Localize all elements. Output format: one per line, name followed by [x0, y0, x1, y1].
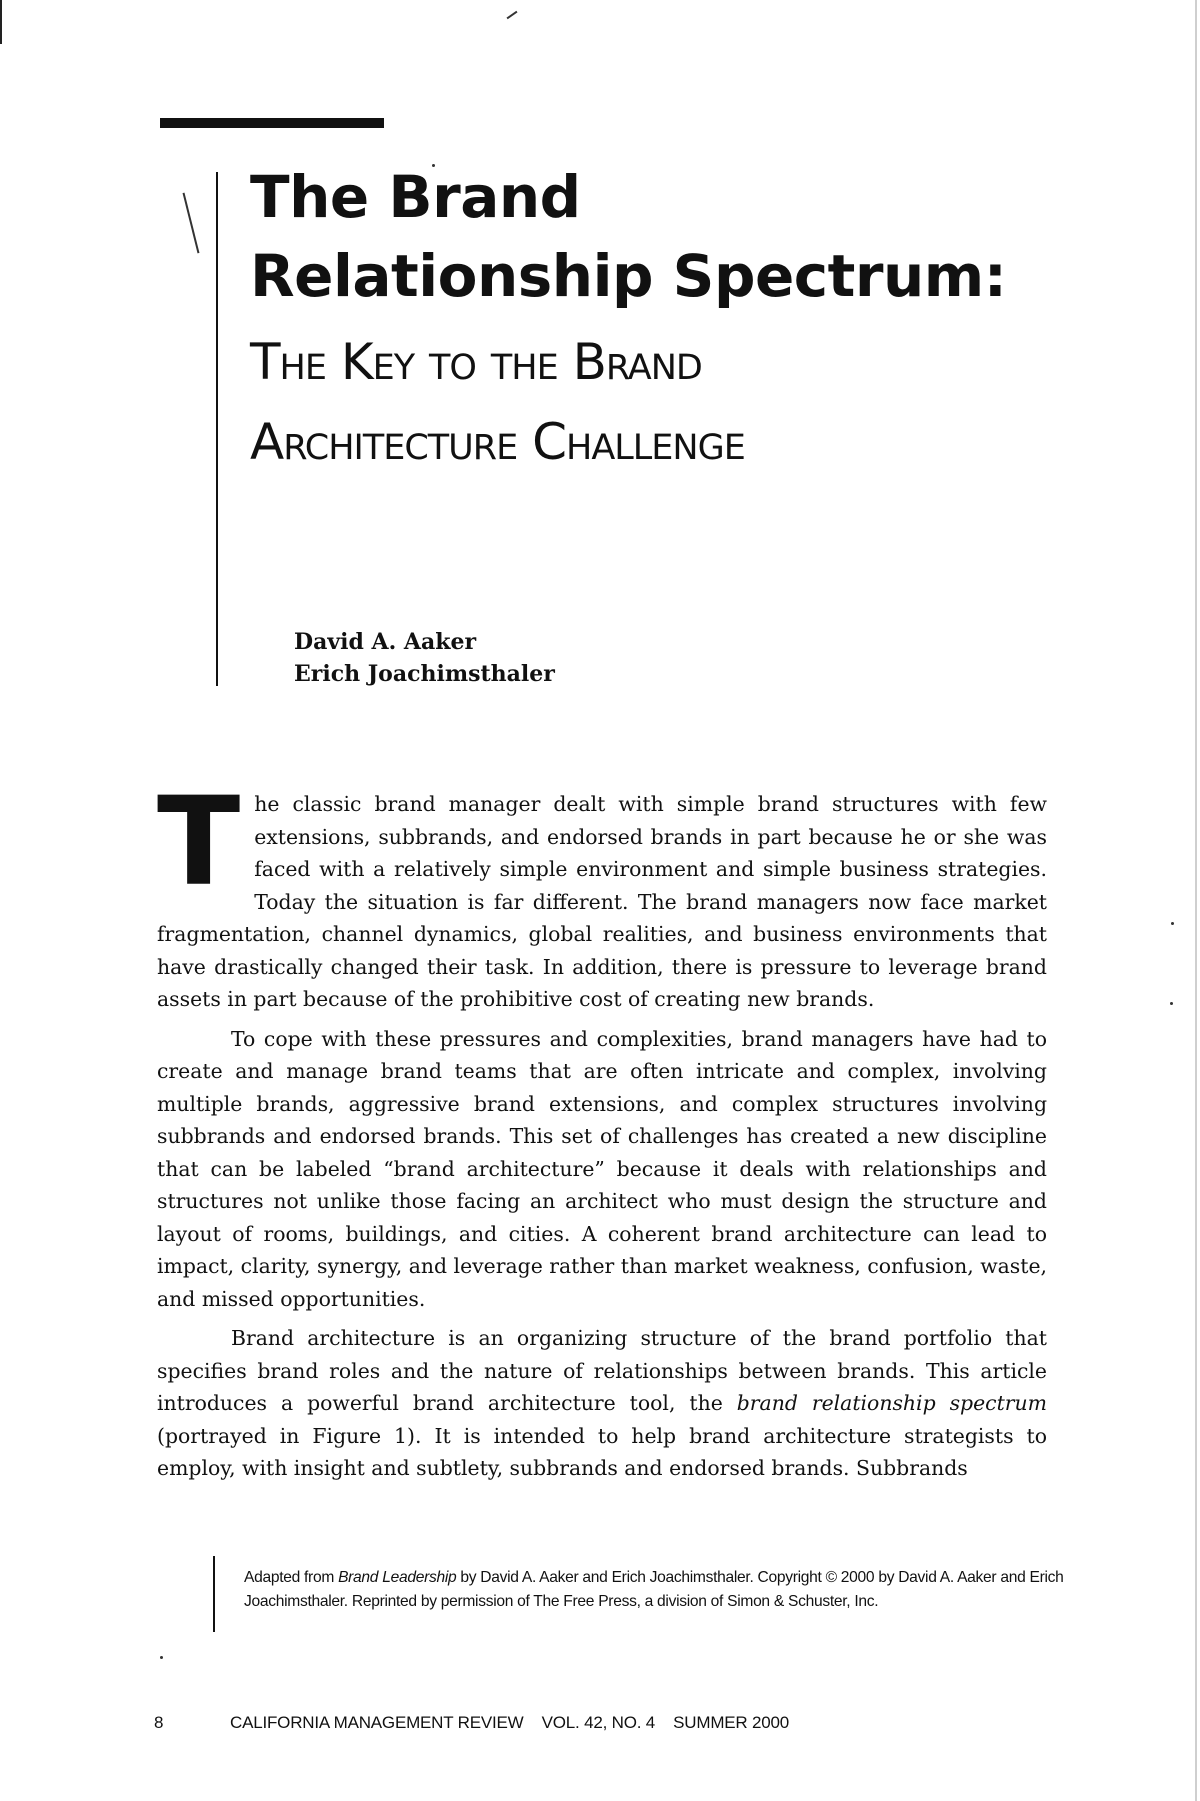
page-number: 8 — [154, 1713, 164, 1732]
author-name: Erich Joachimsthaler — [294, 661, 555, 687]
article-body — [157, 771, 1048, 1492]
footnote — [244, 1566, 1064, 1614]
article-subtitle — [250, 322, 1070, 482]
paragraph-text: he classic brand manager dealt with simple brand structures with few extensions, subbrands, and endorsed brands in part because he or she was faced with a relatively simple environment and simple business strategies. Today the situation is far different. The brand managers now face market fragmentation, channel dynamics, global realities, and business environments that have drastically changed their task. In addition, there is pressure to leverage brand assets in part because of the prohibitive cost of creating new brands. — [157, 792, 1047, 1011]
body-paragraph-2: To cope with these pressures and complexities, brand managers have had to create and manage brand teams that are often intricate and complex, involving multiple brands, aggressive brand extensions, and complex structures involving subbrands and endorsed brands. This set of challenges has created a new discipline that can be labeled “brand architecture” because it deals with relationships and structures not unlike those facing an architect who must design the structure and layout of rooms, buildings, and cities. A coherent brand architecture can lead to impact, clarity, synergy, and leverage rather than market weakness, confusion, waste, and missed opportunities. — [157, 1026, 1048, 1311]
author-name: David A. Aaker — [294, 629, 477, 655]
book-title: Brand Leadership — [338, 1569, 457, 1586]
title-side-rule — [216, 172, 218, 686]
journal-volume: VOL. 42, NO. 4 — [541, 1713, 656, 1732]
body-paragraph-3 — [157, 1322, 1047, 1485]
header-rule — [160, 118, 384, 128]
emphasized-term: brand relationship spectrum — [736, 1391, 1048, 1415]
scan-edge-right — [1195, 0, 1197, 1801]
author-list — [294, 626, 794, 690]
scan-edge-left — [0, 0, 2, 44]
scan-dot — [1171, 922, 1174, 925]
subtitle-line-1: The Key to the Brand — [250, 333, 702, 391]
journal-name: CALIFORNIA MANAGEMENT REVIEW — [230, 1713, 524, 1732]
footnote-text: Adapted from — [244, 1569, 339, 1586]
journal-season: SUMMER 2000 — [673, 1713, 790, 1732]
paragraph-text: (portrayed in Figure 1). It is intended to help brand architecture strategists to employ, with insight and subtlety, subbrands and endorsed brands. Subbrands — [157, 1423, 1047, 1480]
subtitle-line-2: Architecture Challenge — [250, 413, 745, 471]
scan-mark — [507, 11, 518, 20]
scan-dot — [1170, 1002, 1173, 1005]
running-footer — [230, 1713, 789, 1733]
body-paragraph-1 — [157, 771, 1047, 1016]
scan-dot — [160, 1656, 163, 1659]
title-line-1: The Brand — [250, 163, 581, 231]
footnote-text: by David A. Aaker and Erich Joachimsthaler. Copyright © 2000 by David A. Aaker and Erich Joachimsthaler. Reprinted by permission of The Free Press, a division of Simon & Schuster, Inc. — [244, 1569, 1064, 1610]
margin-mark — [183, 193, 200, 254]
drop-cap: T — [157, 771, 241, 913]
article-title — [250, 158, 1070, 316]
paragraph-text: Brand architecture is an organizing structure of the brand portfolio that specifies brand roles and the nature of relationships between brands. This article introduces a powerful brand architecture tool, the — [157, 1326, 1047, 1415]
title-line-2: Relationship Spectrum: — [250, 242, 1007, 310]
footnote-rule — [213, 1556, 215, 1632]
